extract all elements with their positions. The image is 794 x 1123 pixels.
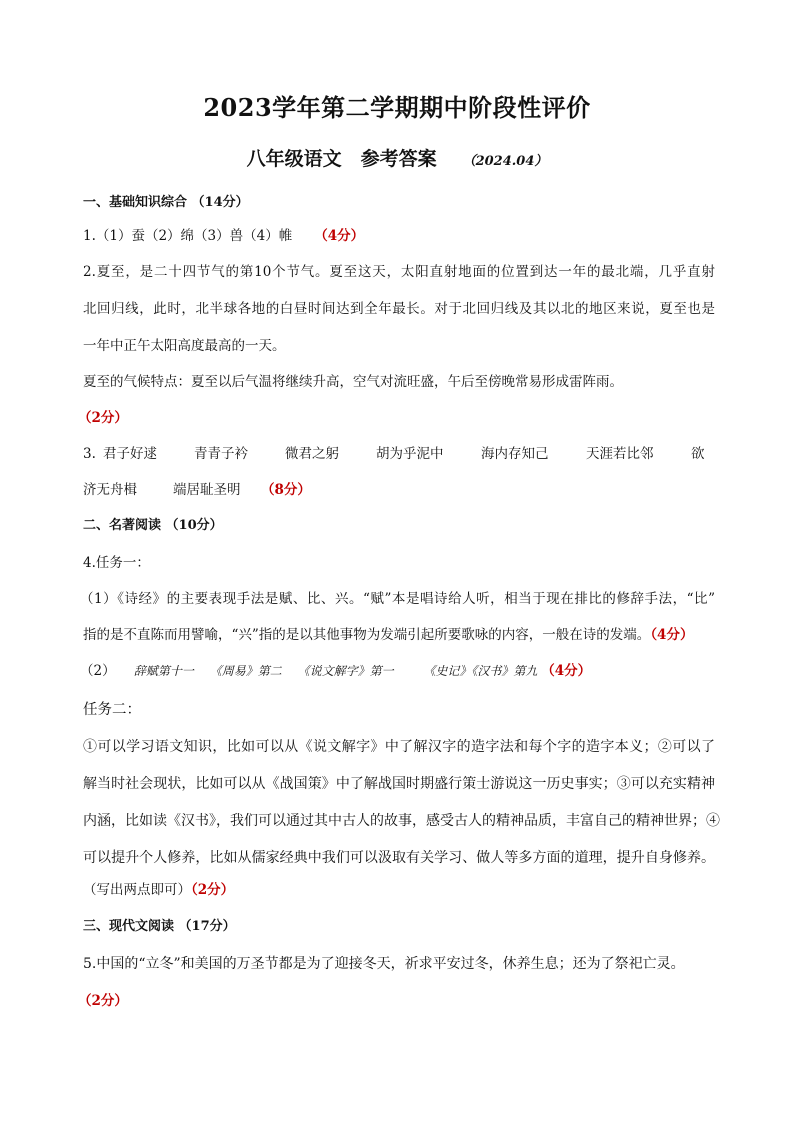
q4-t1-line-3: [80, 661, 712, 681]
q1-answer: [83, 226, 715, 246]
q4-t1-line-2: [83, 625, 715, 645]
q3-item: 胡为乎泥中: [376, 446, 444, 462]
q2-line-1: 2.夏至，是二十四节气的第10个节气。夏至这天，太阳直射地面的位置到达一年的最北端，几乎直射: [83, 264, 715, 280]
book-item: 《史记》《汉书》第九: [423, 664, 538, 678]
q2-line-4: 夏至的气候特点：夏至以后气温将继续升高，空气对流旺盛，午后至傍晚常易形成雷阵雨。: [83, 374, 623, 390]
subtitle-text: 八年级语文 参考答案: [246, 148, 437, 170]
q1-text: 1.（1）蚕（2）绵（3）兽（4）帷: [83, 228, 293, 244]
q3-item: 济无舟楫: [83, 482, 137, 498]
book-item: 《说文解字》第一: [297, 664, 394, 678]
page-subtitle: [0, 144, 794, 171]
q3-item: 海内存知己: [481, 446, 549, 462]
q3-item: 端居耻圣明: [173, 482, 241, 498]
q4-t1-score-2: （4分）: [541, 663, 592, 679]
section-heading-2: 二、名著阅读 （10分）: [83, 518, 223, 533]
section-heading-1: 一、基础知识综合 （14分）: [83, 195, 249, 210]
q3-item: 欲: [691, 446, 705, 462]
section-heading-3: 三、现代文阅读 （17分）: [83, 919, 236, 934]
q4-t2-line-2: 解当时社会现状，比如可以从《战国策》中了解战国时期盛行策士游说这一历史事实；③可以充实精神: [83, 776, 715, 792]
q1-score: （4分）: [314, 228, 365, 244]
document-date: （2024.04）: [462, 154, 548, 169]
q4-t2-line-1: ①可以学习语文知识，比如可以从《说文解字》中了解汉字的造字法和每个字的造字本义；②可以了: [83, 739, 715, 755]
q4-t1-line-1: （1）《诗经》的主要表现手法是赋、比、兴。“赋”本是唱诗给人听，相当于现在排比的修辞手法，“比”: [80, 591, 715, 607]
q4-task2-label: 任务二：: [83, 702, 141, 718]
book-list: [134, 664, 541, 678]
q2-line-2: 北回归线，此时，北半球各地的白昼时间达到全年最长。对于北回归线及其以北的地区来说，夏至也是: [83, 301, 715, 317]
q3-item: 青青子衿: [194, 446, 248, 462]
q4-t2-note-line: [83, 880, 715, 900]
q2-line-3: 一年中正午太阳高度最高的一天。: [83, 338, 286, 354]
q3-prefix: 3.: [83, 446, 96, 462]
q4-t1-num: （2）: [80, 663, 116, 679]
q4-task1-label: 4.任务一：: [83, 555, 150, 571]
book-item: 《周易》第二: [209, 664, 282, 678]
q3-item: 君子好逑: [103, 446, 157, 462]
q3-score: （8分）: [261, 482, 311, 498]
q4-t2-score: （2分）: [191, 882, 235, 898]
q5-score: （2分）: [78, 993, 128, 1009]
book-item: 辞赋第十一: [133, 664, 194, 678]
q4-t2-line-3: 内涵，比如读《汉书》，我们可以通过其中古人的故事，感受古人的精神品质，丰富自己的精神世界；④: [83, 813, 720, 829]
q4-t2-line-4: 可以提升个人修养，比如从儒家经典中我们可以汲取有关学习、做人等多方面的道理，提升自身修养。: [83, 850, 715, 866]
q3-item: 微君之躬: [285, 446, 339, 462]
q5-answer: 5.中国的“立冬”和美国的万圣节都是为了迎接冬天，祈求平安过冬，休养生息；还为了祭祀亡灵。: [83, 956, 685, 972]
q3-item: 天涯若比邻: [586, 446, 654, 462]
q4-t1-text: 指的是不直陈而用譬喻，“兴”指的是以其他事物为发端引起所要歌咏的内容，一般在诗的发端。: [83, 627, 651, 643]
q4-t1-score-1: （4分）: [650, 627, 694, 643]
q2-score: （2分）: [78, 410, 128, 426]
q4-t2-note: （写出两点即可）: [83, 882, 191, 898]
page-title: 2023学年第二学期期中阶段性评价: [203, 93, 591, 122]
